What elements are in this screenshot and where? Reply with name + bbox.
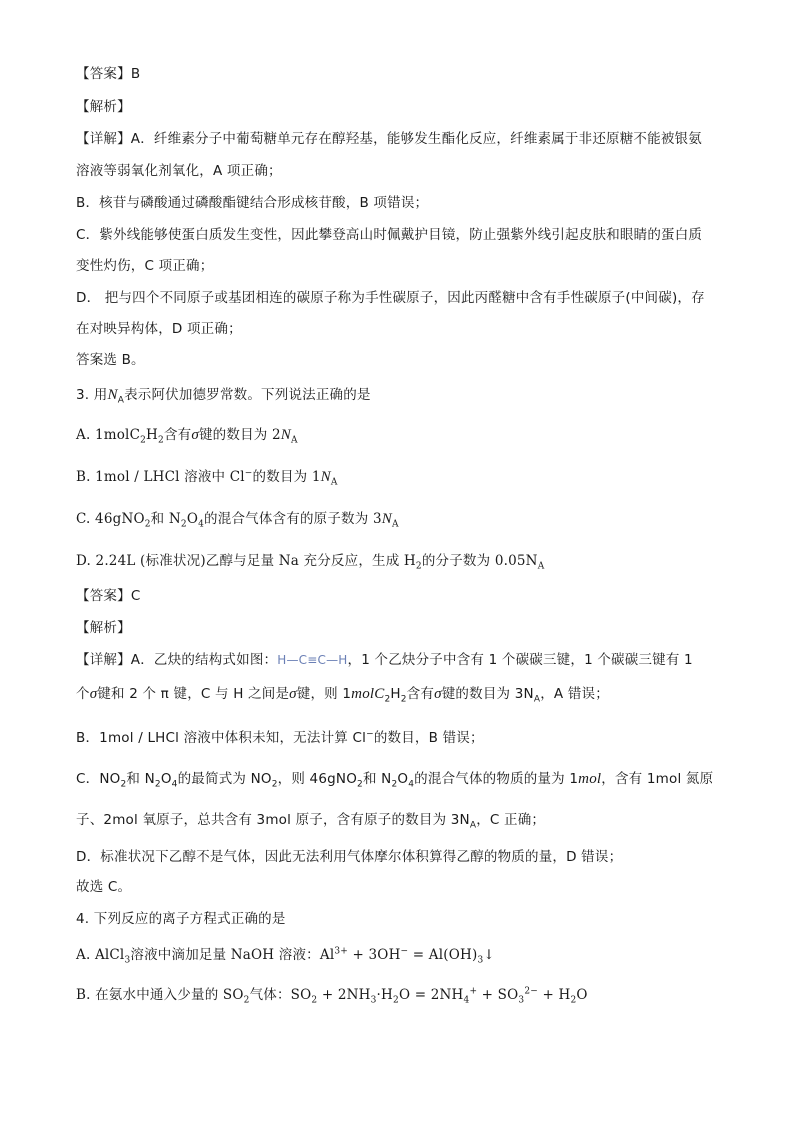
text: 和 N <box>150 511 181 527</box>
analysis-heading-1: 【解析】 <box>76 99 131 115</box>
sup: − <box>244 468 253 479</box>
text: 和 N <box>126 771 155 787</box>
text: O = 2NH <box>398 987 464 1003</box>
sub: A <box>469 820 477 831</box>
sub: 2 <box>400 694 407 705</box>
na-symbol: N <box>107 387 118 403</box>
explanation-line: 答案选 B。 <box>76 352 145 368</box>
mol-italic: mol <box>351 686 375 702</box>
text: 含有 <box>406 686 435 702</box>
sub: 2 <box>154 779 161 790</box>
text: O <box>576 987 588 1003</box>
acetylene-structure: H—C≡C—H <box>277 653 348 667</box>
answer-value: C <box>130 588 141 604</box>
text: B．1mol / LHCl 溶液中体积未知，无法计算 Cl <box>76 730 367 746</box>
option-4a <box>76 945 495 965</box>
text: 的数目，B 错误； <box>373 730 484 746</box>
text: 键和 2 个 π 键，C 与 H 之间是 <box>97 686 290 702</box>
text: H <box>146 427 159 443</box>
sigma-symbol: σ <box>89 686 98 702</box>
stem-text: 3. 用 <box>76 387 108 403</box>
sub: 2 <box>311 995 318 1006</box>
sub: 2 <box>140 435 147 446</box>
option-letter: A. <box>76 427 95 443</box>
text: 的最简式为 NO <box>177 771 272 787</box>
sub: 4 <box>171 779 178 790</box>
sub: 3 <box>518 995 525 1006</box>
text: 键的数目为 2 <box>198 427 281 443</box>
mol-italic: mol <box>578 771 602 787</box>
na-subscript: A <box>117 395 125 406</box>
sub: 3 <box>477 955 484 966</box>
text: 的混合气体含有的原子数为 3 <box>204 511 382 527</box>
text: = Al(OH) <box>408 947 478 963</box>
sigma-symbol: σ <box>191 427 199 443</box>
text: 在氨水中通入少量的 SO <box>95 987 244 1003</box>
text: ，1 个乙炔分子中含有 1 个碳碳三键，1 个碳碳三键有 1 <box>347 652 693 668</box>
explanation-line: D．标准状况下乙醇不是气体，因此无法利用气体摩尔体积算得乙醇的物质的量，D 错误； <box>76 849 623 865</box>
text: 46gNO <box>95 511 145 527</box>
explanation-line: 故选 C。 <box>76 879 132 895</box>
option-3c <box>76 509 399 529</box>
text: H <box>390 686 401 702</box>
explanation-line: D． 把与四个不同原子或基团相连的碳原子称为手性碳原子，因此丙醛糖中含有手性碳原子(中间碳)，存 <box>76 290 705 306</box>
sub: 2 <box>391 779 398 790</box>
sub: 2 <box>120 779 127 790</box>
option-3d <box>76 551 544 571</box>
explanation-line: C．紫外线能够使蛋白质发生变性，因此攀登高山时佩戴护目镜，防止强紫外线引起皮肤和眼睛的蛋白质 <box>76 227 703 243</box>
text: O <box>186 511 199 527</box>
sub: 2 <box>357 779 363 790</box>
explanation-line <box>76 728 484 748</box>
text: 含有 <box>163 427 192 443</box>
text: C．NO <box>76 771 121 787</box>
text: 的混合气体的物质的量为 1 <box>414 771 579 787</box>
sub: 2 <box>158 435 164 446</box>
sub: 2 <box>243 995 250 1006</box>
sigma-symbol: σ <box>434 686 442 702</box>
text: ，C 正确； <box>476 812 546 828</box>
text: 个 <box>76 686 90 702</box>
text: 1molC <box>94 427 141 443</box>
text: O <box>160 771 172 787</box>
text: O <box>397 771 409 787</box>
answer-2 <box>76 586 140 606</box>
sub: 3 <box>124 955 131 966</box>
na-symbol: N <box>381 511 392 527</box>
explanation-line <box>76 810 545 830</box>
na-symbol: N <box>280 427 291 443</box>
text: 键的数目为 3N <box>441 686 534 702</box>
text: ，A 错误； <box>540 686 609 702</box>
sub: 4 <box>198 519 205 530</box>
explanation-line <box>76 650 693 670</box>
text: + 3OH <box>348 947 401 963</box>
sub: A <box>330 477 338 488</box>
sub: 2 <box>384 694 391 705</box>
question-4-stem: 4. 下列反应的离子方程式正确的是 <box>76 911 286 927</box>
option-letter: B. <box>76 987 96 1003</box>
explanation-line: 在对映异构体，D 项正确； <box>76 321 242 337</box>
sub: 2 <box>180 519 187 530</box>
text: ，则 46gNO <box>277 771 358 787</box>
sup: − <box>366 729 374 740</box>
answer-value: B <box>130 66 141 82</box>
sub: 4 <box>408 779 415 790</box>
sub: 3 <box>370 995 377 1006</box>
sub: 2 <box>415 561 422 572</box>
text: 溶液中滴加足量 NaOH 溶液：Al <box>130 947 335 963</box>
explanation-line <box>76 684 609 704</box>
sup: 3+ <box>334 946 349 957</box>
sub: 2 <box>144 519 151 530</box>
text: 和 N <box>362 771 392 787</box>
text: ，含有 1mol 氮原 <box>601 771 714 787</box>
text: C <box>374 686 385 702</box>
sub: A <box>391 519 399 530</box>
sup: 2− <box>524 986 539 997</box>
sub: A <box>290 435 298 446</box>
option-letter: B. <box>76 469 96 485</box>
answer-label: 【答案】 <box>76 588 131 604</box>
option-3b <box>76 467 338 487</box>
explanation-line <box>76 769 713 789</box>
text: 的数目为 1 <box>252 469 321 485</box>
precipitate-arrow: ↓ <box>483 947 495 963</box>
answer-label: 【答案】 <box>76 66 131 82</box>
text: + SO <box>477 987 519 1003</box>
sub: 4 <box>463 995 470 1006</box>
sub: 2 <box>570 995 577 1006</box>
option-3a <box>76 425 298 445</box>
text: AlCl <box>94 947 125 963</box>
analysis-heading-2: 【解析】 <box>76 620 131 636</box>
sub: 2 <box>271 779 278 790</box>
option-letter: C. <box>76 511 96 527</box>
sigma-symbol: σ <box>289 686 297 702</box>
explanation-line: 变性灼伤，C 项正确； <box>76 258 214 274</box>
sup: + <box>469 986 478 997</box>
text: + 2NH <box>317 987 371 1003</box>
text: 2.24L (标准状况)乙醇与足量 Na 充分反应，生成 H <box>95 553 416 569</box>
text: 键，则 1 <box>296 686 352 702</box>
question-3-stem <box>76 385 371 405</box>
text: 的分子数为 0.05N <box>421 553 538 569</box>
text: + H <box>538 987 571 1003</box>
explanation-line: 【详解】A．纤维素分子中葡萄糖单元存在醇羟基，能够发生酯化反应，纤维素属于非还原糖不能被银氨 <box>76 131 702 147</box>
na-symbol: N <box>320 469 331 485</box>
option-letter: D. <box>76 553 96 569</box>
text: ·H <box>376 987 394 1003</box>
stem-text: 表示阿伏加德罗常数。下列说法正确的是 <box>124 387 371 403</box>
text: 气体：SO <box>249 987 312 1003</box>
explanation-line: B．核苷与磷酸通过磷酸酯键结合形成核苷酸，B 项错误； <box>76 195 429 211</box>
text: 1mol / LHCl 溶液中 Cl <box>95 469 245 485</box>
text: 【详解】A．乙炔的结构式如图： <box>76 652 278 668</box>
answer-1 <box>76 64 140 84</box>
sup: − <box>400 946 409 957</box>
option-4b <box>76 985 588 1005</box>
sub: A <box>537 561 545 572</box>
text: 子、2mol 氧原子，总共含有 3mol 原子，含有原子的数目为 3N <box>76 812 470 828</box>
sub: A <box>533 694 541 705</box>
option-letter: A. <box>76 947 95 963</box>
explanation-line: 溶液等弱氧化剂氧化，A 项正确； <box>76 163 282 179</box>
sub: 2 <box>393 995 399 1006</box>
